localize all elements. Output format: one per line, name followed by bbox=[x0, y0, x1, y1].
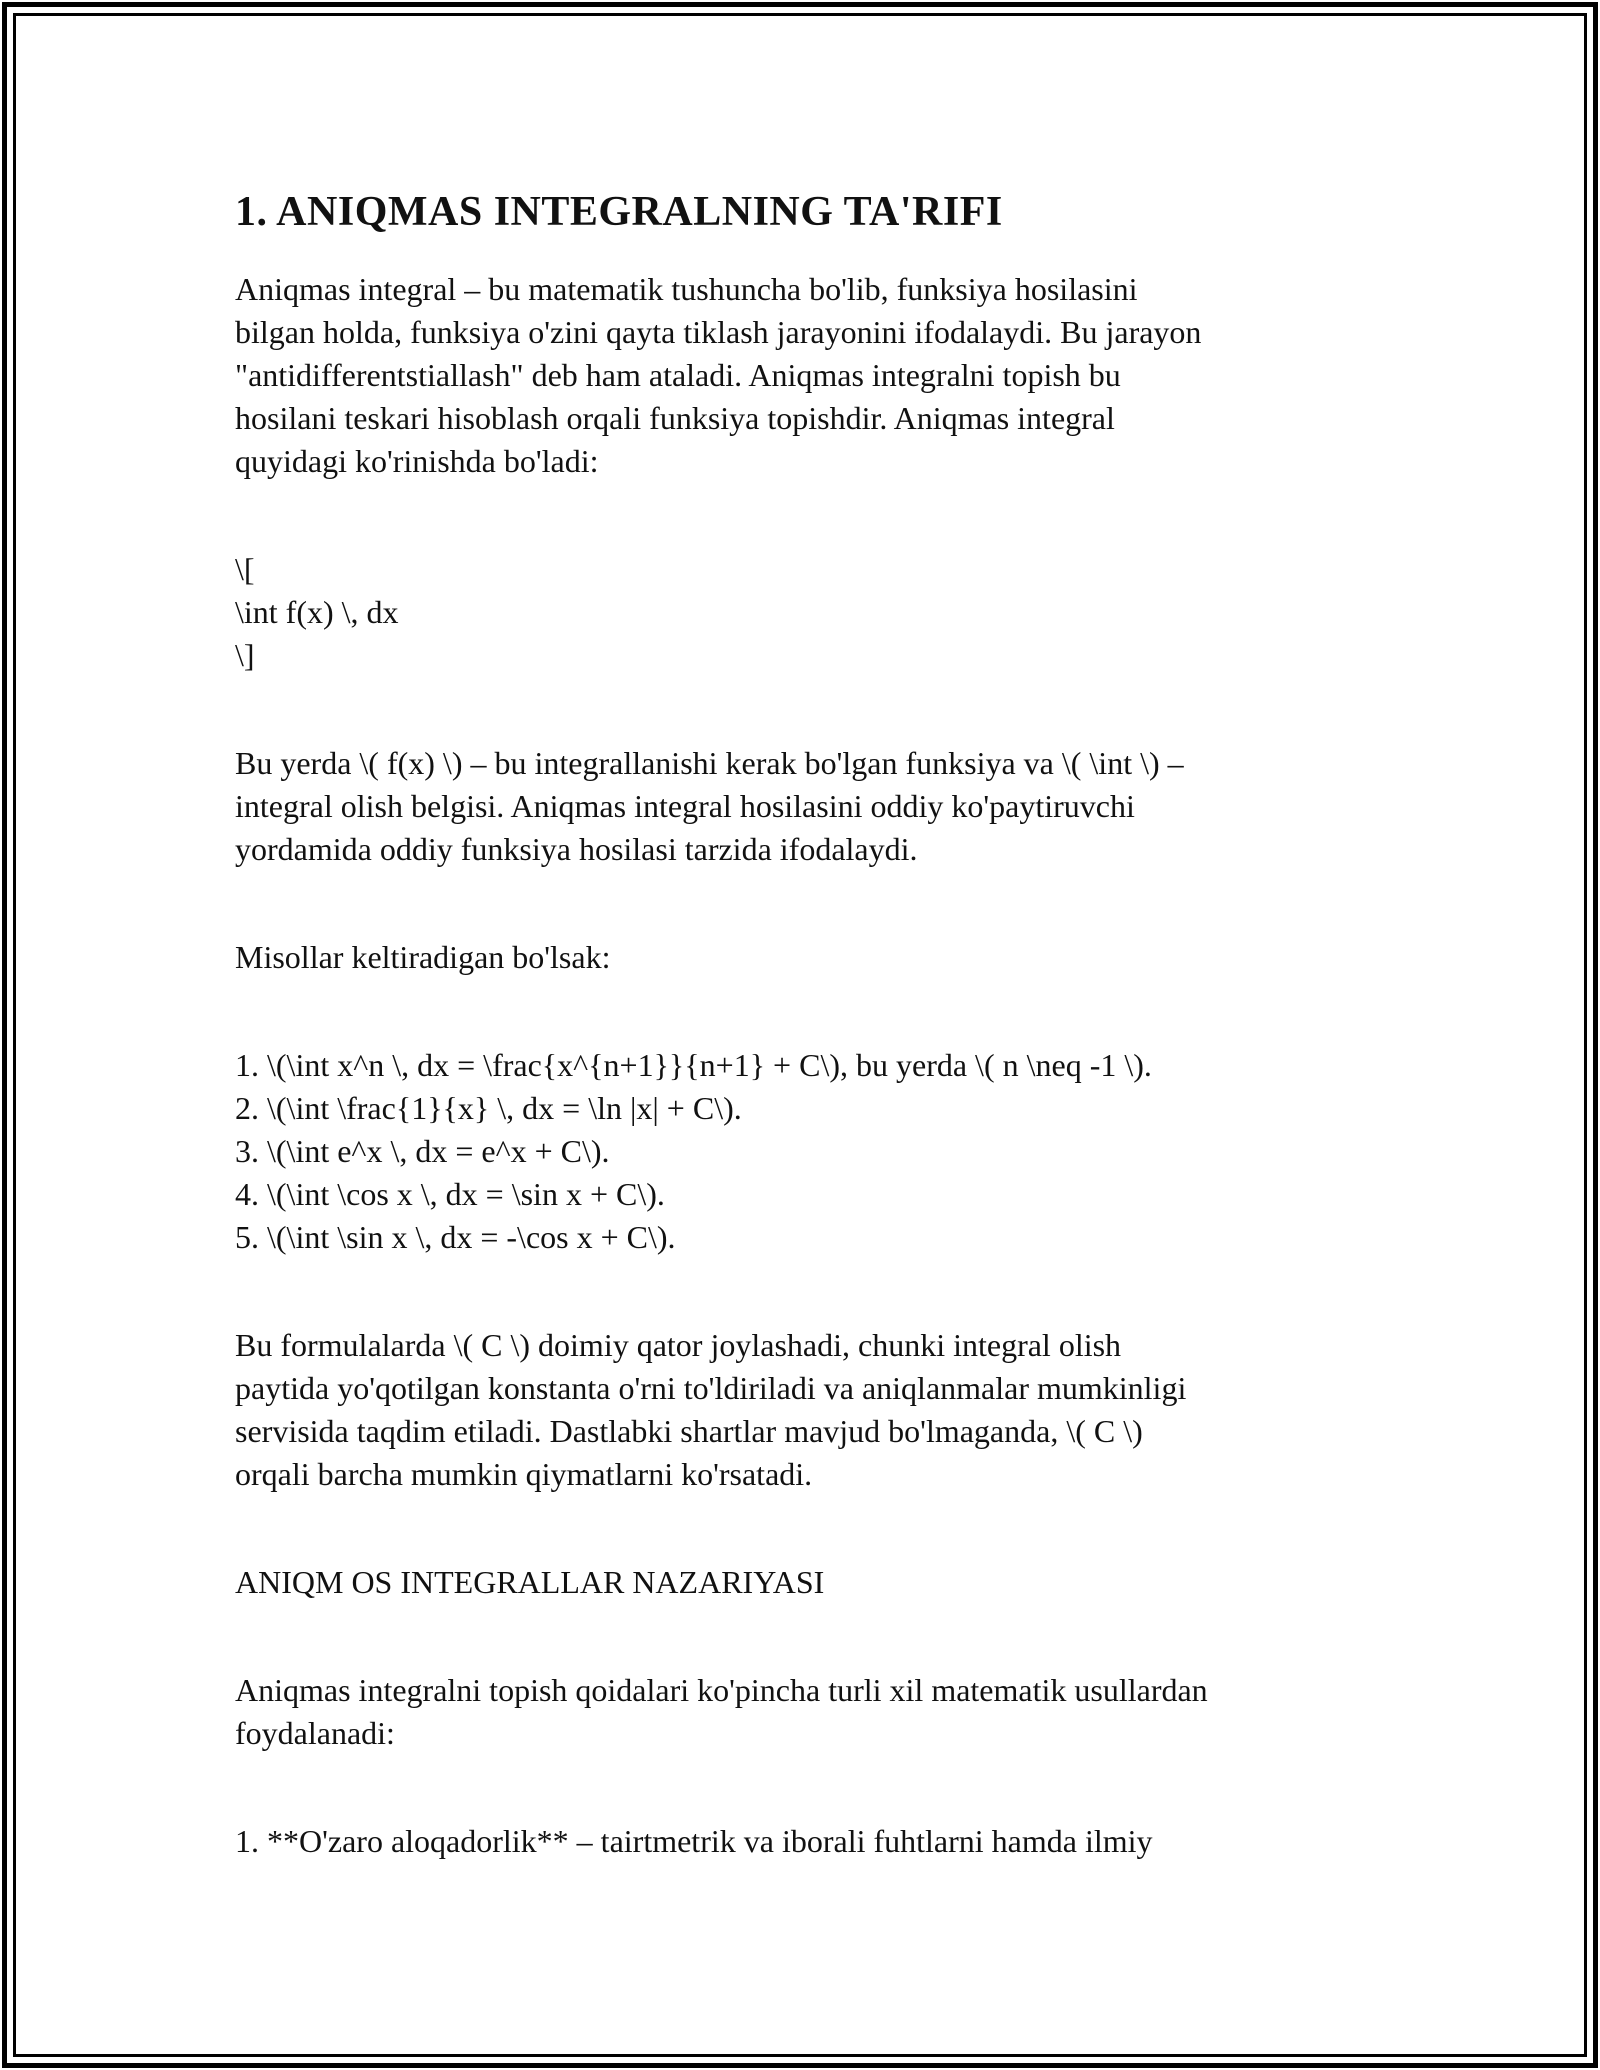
list-item: 1. \(\int x^n \, dx = \frac{x^{n+1}}{n+1} + C\), bu yerda \( n \neq -1 \). bbox=[235, 1047, 1152, 1083]
latex-line: \[ bbox=[235, 551, 255, 587]
text-line: foydalanadi: bbox=[235, 1715, 395, 1751]
list-item: 4. \(\int \cos x \, dx = \sin x + C\). bbox=[235, 1176, 665, 1212]
text-line: Misollar keltiradigan bo'lsak: bbox=[235, 939, 611, 975]
document-content bbox=[235, 186, 1365, 1863]
constant-paragraph bbox=[235, 1324, 1365, 1496]
text-line: Aniqmas integralni topish qoidalari ko'pincha turli xil matematik usullardan bbox=[235, 1672, 1208, 1708]
intro-paragraph bbox=[235, 268, 1365, 483]
explanation-paragraph bbox=[235, 742, 1365, 871]
text-line: paytida yo'qotilgan konstanta o'rni to'ldiriladi va aniqlanmalar mumkinligi bbox=[235, 1370, 1187, 1406]
text-line: Aniqmas integral – bu matematik tushuncha bo'lib, funksiya hosilasini bbox=[235, 271, 1138, 307]
page-title: 1. ANIQMAS INTEGRALNING TA'RIFI bbox=[235, 189, 1003, 235]
text-line: bilgan holda, funksiya o'zini qayta tiklash jarayonini ifodalaydi. Bu jarayon bbox=[235, 314, 1202, 350]
section-heading bbox=[235, 1561, 1365, 1604]
text-line: orqali barcha mumkin qiymatlarni ko'rsatadi. bbox=[235, 1456, 813, 1492]
list-item: 2. \(\int \frac{1}{x} \, dx = \ln |x| + C\). bbox=[235, 1090, 742, 1126]
text-line: quyidagi ko'rinishda bo'ladi: bbox=[235, 443, 599, 479]
latex-line: \] bbox=[235, 637, 255, 673]
list-item: 3. \(\int e^x \, dx = e^x + C\). bbox=[235, 1133, 610, 1169]
text-line: Bu yerda \( f(x) \) – bu integrallanishi kerak bo'lgan funksiya va \( \int \) – bbox=[235, 745, 1184, 781]
rules-list bbox=[235, 1820, 1365, 1863]
examples-intro-paragraph bbox=[235, 936, 1365, 979]
section-heading-text: ANIQM OS INTEGRALLAR NAZARIYASI bbox=[235, 1564, 825, 1600]
list-item: 1. **O'zaro aloqadorlik** – tairtmetrik va iborali fuhtlarni hamda ilmiy bbox=[235, 1823, 1153, 1859]
latex-display-block bbox=[235, 548, 1365, 677]
examples-list bbox=[235, 1044, 1365, 1259]
text-line: servisida taqdim etiladi. Dastlabki shartlar mavjud bo'lmaganda, \( C \) bbox=[235, 1413, 1143, 1449]
text-line: yordamida oddiy funksiya hosilasi tarzida ifodalaydi. bbox=[235, 831, 918, 867]
text-line: Bu formulalarda \( C \) doimiy qator joylashadi, chunki integral olish bbox=[235, 1327, 1122, 1363]
text-line: integral olish belgisi. Aniqmas integral hosilasini oddiy ko'paytiruvchi bbox=[235, 788, 1135, 824]
latex-line: \int f(x) \, dx bbox=[235, 594, 399, 630]
list-item: 5. \(\int \sin x \, dx = -\cos x + C\). bbox=[235, 1219, 676, 1255]
text-line: "antidifferentstiallash" deb ham ataladi. Aniqmas integralni topish bu bbox=[235, 357, 1121, 393]
rules-intro-paragraph bbox=[235, 1669, 1365, 1755]
text-line: hosilani teskari hisoblash orqali funksiya topishdir. Aniqmas integral bbox=[235, 400, 1115, 436]
